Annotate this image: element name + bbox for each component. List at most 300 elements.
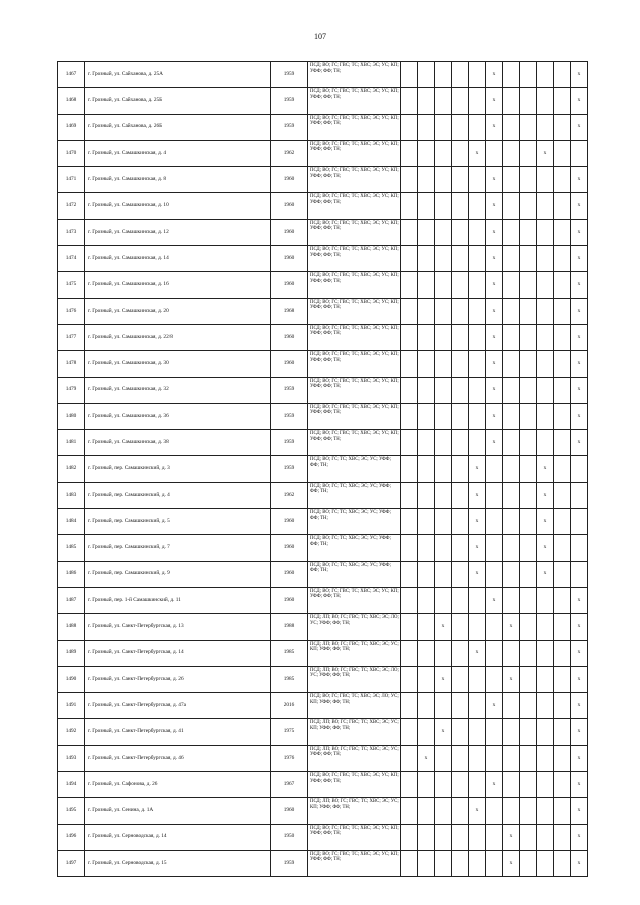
work-period-mark-cell: x xyxy=(486,298,503,324)
work-period-mark-cell xyxy=(401,62,418,88)
work-period-mark-cell xyxy=(435,509,452,535)
work-period-mark-cell xyxy=(520,719,537,745)
table-row xyxy=(58,430,588,456)
work-period-mark-cell xyxy=(452,351,469,377)
building-systems-cell: ПСД; ВО; ГС; ГВС; ТС; ХВС; ЭС; УС; КП; УФФ; ФФ; ТН; xyxy=(308,193,401,219)
work-period-mark-cell: x xyxy=(571,824,588,850)
work-period-mark-cell: x xyxy=(571,298,588,324)
table-row xyxy=(58,298,588,324)
work-period-mark-cell xyxy=(401,219,418,245)
work-period-mark-cell xyxy=(435,351,452,377)
work-period-mark-cell xyxy=(401,324,418,350)
work-period-mark-cell xyxy=(554,614,571,640)
work-period-mark-cell xyxy=(520,140,537,166)
building-systems-cell: ПСД; ВО; ГС; ГВС; ТС; ХВС; ЭС; УС; КП; УФФ; ФФ; ТН; xyxy=(308,324,401,350)
work-period-mark-cell xyxy=(537,88,554,114)
work-period-mark-cell xyxy=(401,772,418,798)
work-period-mark-cell xyxy=(418,719,435,745)
work-period-mark-cell xyxy=(537,114,554,140)
table-row xyxy=(58,140,588,166)
row-number-cell: 1470 xyxy=(58,140,85,166)
work-period-mark-cell: x xyxy=(486,693,503,719)
work-period-mark-cell xyxy=(435,850,452,876)
year-built-cell: 1959 xyxy=(271,456,308,482)
building-systems-cell: ПСД; ВО; ГС; ТС; ХВС; ЭС; УС; УФФ; ФФ; ТН; xyxy=(308,509,401,535)
work-period-mark-cell xyxy=(537,693,554,719)
work-period-mark-cell xyxy=(469,719,486,745)
row-number-cell: 1489 xyxy=(58,640,85,666)
row-number-cell: 1491 xyxy=(58,693,85,719)
work-period-mark-cell xyxy=(503,430,520,456)
work-period-mark-cell xyxy=(418,377,435,403)
work-period-mark-cell: x xyxy=(469,456,486,482)
work-period-mark-cell xyxy=(537,719,554,745)
work-period-mark-cell xyxy=(435,772,452,798)
page-number: 107 xyxy=(314,32,326,41)
work-period-mark-cell xyxy=(571,509,588,535)
year-built-cell: 1959 xyxy=(271,377,308,403)
work-period-mark-cell xyxy=(401,798,418,824)
building-systems-cell: ПСД; ВО; ГС; ГВС; ТС; ХВС; ЭС; УС; КП; УФФ; ФФ; ТН; xyxy=(308,351,401,377)
work-period-mark-cell xyxy=(486,640,503,666)
year-built-cell: 1967 xyxy=(271,772,308,798)
work-period-mark-cell xyxy=(418,798,435,824)
work-period-mark-cell xyxy=(537,377,554,403)
address-cell: г. Грозный, ул. Сайханова, д. 25Б xyxy=(85,88,271,114)
work-period-mark-cell xyxy=(520,850,537,876)
building-systems-cell: ПСД; ВО; ГС; ТС; ХВС; ЭС; УС; УФФ; ФФ; ТН; xyxy=(308,535,401,561)
table-row xyxy=(58,535,588,561)
work-period-mark-cell: x xyxy=(571,430,588,456)
work-period-mark-cell xyxy=(452,535,469,561)
work-period-mark-cell xyxy=(418,824,435,850)
work-period-mark-cell xyxy=(418,640,435,666)
work-period-mark-cell: x xyxy=(537,482,554,508)
work-period-mark-cell xyxy=(452,272,469,298)
work-period-mark-cell xyxy=(503,298,520,324)
work-period-mark-cell xyxy=(537,850,554,876)
work-period-mark-cell xyxy=(452,114,469,140)
work-period-mark-cell xyxy=(537,666,554,692)
work-period-mark-cell xyxy=(435,377,452,403)
work-period-mark-cell xyxy=(503,88,520,114)
address-cell: г. Грозный, ул. Самашкинская, д. 22/8 xyxy=(85,324,271,350)
work-period-mark-cell xyxy=(554,167,571,193)
address-cell: г. Грозный, ул. Самашкинская, д. 20 xyxy=(85,298,271,324)
table-row xyxy=(58,193,588,219)
work-period-mark-cell xyxy=(435,745,452,771)
work-period-mark-cell: x xyxy=(486,219,503,245)
work-period-mark-cell xyxy=(486,824,503,850)
work-period-mark-cell xyxy=(435,430,452,456)
work-period-mark-cell xyxy=(503,772,520,798)
work-period-mark-cell xyxy=(401,114,418,140)
work-period-mark-cell xyxy=(486,850,503,876)
work-period-mark-cell xyxy=(418,114,435,140)
building-systems-cell: ПСД; ВО; ГС; ГВС; ТС; ХВС; ЭС; ЛО; УС; КП; УФФ; ФФ; ТН; xyxy=(308,693,401,719)
work-period-mark-cell xyxy=(435,167,452,193)
work-period-mark-cell xyxy=(469,62,486,88)
work-period-mark-cell xyxy=(486,509,503,535)
building-systems-cell: ПСД; ВО; ГС; ГВС; ТС; ХВС; ЭС; УС; КП; УФФ; ФФ; ТН; xyxy=(308,272,401,298)
work-period-mark-cell xyxy=(503,62,520,88)
work-period-mark-cell xyxy=(401,246,418,272)
year-built-cell: 1950 xyxy=(271,824,308,850)
work-period-mark-cell xyxy=(452,377,469,403)
work-period-mark-cell xyxy=(469,324,486,350)
work-period-mark-cell: x xyxy=(571,246,588,272)
work-period-mark-cell xyxy=(486,456,503,482)
work-period-mark-cell xyxy=(537,219,554,245)
work-period-mark-cell xyxy=(435,246,452,272)
work-period-mark-cell xyxy=(503,482,520,508)
table-row xyxy=(58,167,588,193)
work-period-mark-cell: x xyxy=(571,351,588,377)
work-period-mark-cell: x xyxy=(503,824,520,850)
table-row xyxy=(58,509,588,535)
address-cell: г. Грозный, ул. Санкт-Петербургская, д. 14 xyxy=(85,640,271,666)
work-period-mark-cell xyxy=(520,298,537,324)
work-period-mark-cell xyxy=(520,377,537,403)
work-period-mark-cell xyxy=(537,430,554,456)
work-period-mark-cell xyxy=(520,666,537,692)
row-number-cell: 1484 xyxy=(58,509,85,535)
address-cell: г. Грозный, ул. Самашкинская, д. 16 xyxy=(85,272,271,298)
work-period-mark-cell xyxy=(452,324,469,350)
work-period-mark-cell: x xyxy=(571,745,588,771)
table-row xyxy=(58,272,588,298)
work-period-mark-cell xyxy=(520,693,537,719)
work-period-mark-cell xyxy=(401,482,418,508)
work-period-mark-cell xyxy=(537,403,554,429)
year-built-cell: 1959 xyxy=(271,114,308,140)
work-period-mark-cell xyxy=(503,561,520,587)
table-row xyxy=(58,745,588,771)
work-period-mark-cell xyxy=(452,509,469,535)
work-period-mark-cell xyxy=(401,587,418,613)
work-period-mark-cell xyxy=(469,666,486,692)
row-number-cell: 1478 xyxy=(58,351,85,377)
row-number-cell: 1477 xyxy=(58,324,85,350)
work-period-mark-cell: x xyxy=(571,693,588,719)
work-period-mark-cell xyxy=(452,693,469,719)
address-cell: г. Грозный, ул. Сайханова, д. 26Б xyxy=(85,114,271,140)
work-period-mark-cell xyxy=(520,587,537,613)
work-period-mark-cell: x xyxy=(571,167,588,193)
work-period-mark-cell xyxy=(537,246,554,272)
year-built-cell: 1959 xyxy=(271,403,308,429)
work-period-mark-cell xyxy=(418,693,435,719)
work-period-mark-cell xyxy=(554,719,571,745)
work-period-mark-cell: x xyxy=(503,850,520,876)
work-period-mark-cell: x xyxy=(571,614,588,640)
year-built-cell: 1960 xyxy=(271,324,308,350)
work-period-mark-cell xyxy=(418,324,435,350)
building-systems-cell: ПСД; ВО; ГС; ГВС; ТС; ХВС; ЭС; УС; КП; УФФ; ФФ; ТН; xyxy=(308,430,401,456)
work-period-mark-cell xyxy=(554,351,571,377)
work-period-mark-cell xyxy=(537,798,554,824)
work-period-mark-cell xyxy=(401,351,418,377)
address-cell: г. Грозный, пер. Самашкинский, д. 4 xyxy=(85,482,271,508)
work-period-mark-cell xyxy=(418,509,435,535)
table-row xyxy=(58,88,588,114)
work-period-mark-cell xyxy=(452,88,469,114)
work-period-mark-cell xyxy=(520,167,537,193)
work-period-mark-cell xyxy=(435,535,452,561)
table-row xyxy=(58,62,588,88)
work-period-mark-cell xyxy=(486,798,503,824)
work-period-mark-cell xyxy=(503,351,520,377)
building-systems-cell: ПСД; ВО; ГС; ГВС; ТС; ХВС; ЭС; УС; КП; УФФ; ФФ; ТН; xyxy=(308,62,401,88)
work-period-mark-cell xyxy=(503,693,520,719)
work-period-mark-cell xyxy=(520,88,537,114)
row-number-cell: 1493 xyxy=(58,745,85,771)
work-period-mark-cell xyxy=(520,482,537,508)
work-period-mark-cell xyxy=(554,246,571,272)
year-built-cell: 1960 xyxy=(271,509,308,535)
year-built-cell: 1960 xyxy=(271,272,308,298)
building-systems-cell: ПСД; ВО; ГС; ГВС; ТС; ХВС; ЭС; УС; КП; УФФ; ФФ; ТН; xyxy=(308,140,401,166)
building-systems-cell: ПСД; ВО; ГС; ГВС; ТС; ХВС; ЭС; УС; КП; УФФ; ФФ; ТН; xyxy=(308,850,401,876)
table-row xyxy=(58,719,588,745)
work-period-mark-cell xyxy=(503,509,520,535)
year-built-cell: 1976 xyxy=(271,745,308,771)
building-systems-cell: ПСД; ЛП; ВО; ГС; ГВС; ТС; ХВС; ЭС; УС; КП; УФФ; ФФ; ТН; xyxy=(308,719,401,745)
work-period-mark-cell: x xyxy=(435,666,452,692)
work-period-mark-cell xyxy=(401,403,418,429)
building-systems-cell: ПСД; ВО; ГС; ГВС; ТС; ХВС; ЭС; УС; КП; УФФ; ФФ; ТН; xyxy=(308,824,401,850)
work-period-mark-cell: x xyxy=(486,114,503,140)
work-period-mark-cell xyxy=(554,798,571,824)
work-period-mark-cell: x xyxy=(435,614,452,640)
work-period-mark-cell: x xyxy=(571,377,588,403)
work-period-mark-cell xyxy=(520,509,537,535)
work-period-mark-cell xyxy=(452,561,469,587)
work-period-mark-cell xyxy=(554,772,571,798)
year-built-cell: 1988 xyxy=(271,614,308,640)
work-period-mark-cell: x xyxy=(486,62,503,88)
building-systems-cell: ПСД; ВО; ГС; ГВС; ТС; ХВС; ЭС; УС; КП; УФФ; ФФ; ТН; xyxy=(308,587,401,613)
work-period-mark-cell xyxy=(537,772,554,798)
work-period-mark-cell xyxy=(418,666,435,692)
work-period-mark-cell xyxy=(503,324,520,350)
work-period-mark-cell xyxy=(537,324,554,350)
work-period-mark-cell xyxy=(452,587,469,613)
work-period-mark-cell: x xyxy=(469,140,486,166)
work-period-mark-cell xyxy=(401,745,418,771)
year-built-cell: 2016 xyxy=(271,693,308,719)
building-systems-cell: ПСД; ВО; ГС; ГВС; ТС; ХВС; ЭС; УС; КП; УФФ; ФФ; ТН; xyxy=(308,114,401,140)
work-period-mark-cell: x xyxy=(537,509,554,535)
work-period-mark-cell xyxy=(452,430,469,456)
row-number-cell: 1495 xyxy=(58,798,85,824)
work-period-mark-cell xyxy=(554,377,571,403)
work-period-mark-cell xyxy=(469,614,486,640)
address-cell: г. Грозный, ул. Санкт-Петербургская, д. 41 xyxy=(85,719,271,745)
table-row xyxy=(58,377,588,403)
work-period-mark-cell xyxy=(520,824,537,850)
table-row xyxy=(58,561,588,587)
address-cell: г. Грозный, ул. Серноводская, д. 15 xyxy=(85,850,271,876)
work-period-mark-cell: x xyxy=(469,640,486,666)
work-period-mark-cell xyxy=(452,246,469,272)
work-period-mark-cell xyxy=(520,772,537,798)
work-period-mark-cell xyxy=(554,640,571,666)
work-period-mark-cell xyxy=(486,614,503,640)
building-systems-cell: ПСД; ЛП; ВО; ГС; ГВС; ТС; ХВС; ЭС; УС; КП; УФФ; ФФ; ТН; xyxy=(308,798,401,824)
work-period-mark-cell xyxy=(537,193,554,219)
work-period-mark-cell xyxy=(554,272,571,298)
work-period-mark-cell: x xyxy=(469,509,486,535)
work-period-mark-cell xyxy=(554,403,571,429)
work-period-mark-cell xyxy=(401,824,418,850)
work-period-mark-cell xyxy=(401,298,418,324)
work-period-mark-cell xyxy=(554,430,571,456)
building-systems-cell: ПСД; ВО; ГС; ТС; ХВС; ЭС; УС; УФФ; ФФ; ТН; xyxy=(308,482,401,508)
year-built-cell: 1968 xyxy=(271,298,308,324)
address-cell: г. Грозный, ул. Самашкинская, д. 8 xyxy=(85,167,271,193)
work-period-mark-cell xyxy=(452,219,469,245)
address-cell: г. Грозный, пер. Самашкинский, д. 7 xyxy=(85,535,271,561)
work-period-mark-cell xyxy=(401,666,418,692)
work-period-mark-cell xyxy=(452,403,469,429)
table-row xyxy=(58,666,588,692)
building-systems-cell: ПСД; ВО; ГС; ГВС; ТС; ХВС; ЭС; УС; КП; УФФ; ФФ; ТН; xyxy=(308,219,401,245)
row-number-cell: 1483 xyxy=(58,482,85,508)
table-row xyxy=(58,587,588,613)
table-row xyxy=(58,482,588,508)
work-period-mark-cell: x xyxy=(571,88,588,114)
work-period-mark-cell xyxy=(418,219,435,245)
work-period-mark-cell xyxy=(520,403,537,429)
address-cell: г. Грозный, пер. Самашкинский, д. 5 xyxy=(85,509,271,535)
table-row xyxy=(58,693,588,719)
table-row xyxy=(58,850,588,876)
work-period-mark-cell xyxy=(537,167,554,193)
work-period-mark-cell: x xyxy=(486,403,503,429)
work-period-mark-cell xyxy=(571,456,588,482)
work-period-mark-cell xyxy=(401,88,418,114)
work-period-mark-cell xyxy=(435,403,452,429)
work-period-mark-cell xyxy=(418,246,435,272)
work-period-mark-cell xyxy=(520,456,537,482)
work-period-mark-cell xyxy=(486,482,503,508)
building-systems-cell: ПСД; ВО; ГС; ГВС; ТС; ХВС; ЭС; УС; КП; УФФ; ФФ; ТН; xyxy=(308,772,401,798)
work-period-mark-cell: x xyxy=(469,535,486,561)
work-period-mark-cell xyxy=(435,587,452,613)
work-period-mark-cell xyxy=(452,614,469,640)
work-period-mark-cell xyxy=(469,693,486,719)
work-period-mark-cell: x xyxy=(503,614,520,640)
work-period-mark-cell xyxy=(537,298,554,324)
work-period-mark-cell xyxy=(486,719,503,745)
work-period-mark-cell xyxy=(469,219,486,245)
work-period-mark-cell xyxy=(401,719,418,745)
work-period-mark-cell xyxy=(520,430,537,456)
work-period-mark-cell xyxy=(418,561,435,587)
work-period-mark-cell: x xyxy=(537,535,554,561)
table-row xyxy=(58,456,588,482)
work-period-mark-cell xyxy=(418,772,435,798)
year-built-cell: 1985 xyxy=(271,666,308,692)
building-systems-cell: ПСД; ВО; ГС; ТС; ХВС; ЭС; УС; УФФ; ФФ; ТН; xyxy=(308,561,401,587)
work-period-mark-cell: x xyxy=(571,272,588,298)
work-period-mark-cell xyxy=(435,193,452,219)
work-period-mark-cell xyxy=(469,193,486,219)
row-number-cell: 1490 xyxy=(58,666,85,692)
work-period-mark-cell xyxy=(452,850,469,876)
work-period-mark-cell xyxy=(486,745,503,771)
work-period-mark-cell: x xyxy=(571,772,588,798)
work-period-mark-cell xyxy=(452,772,469,798)
work-period-mark-cell xyxy=(554,324,571,350)
year-built-cell: 1960 xyxy=(271,167,308,193)
work-period-mark-cell xyxy=(469,351,486,377)
work-period-mark-cell xyxy=(418,403,435,429)
table-row xyxy=(58,246,588,272)
work-period-mark-cell: x xyxy=(486,587,503,613)
work-period-mark-cell: x xyxy=(486,167,503,193)
work-period-mark-cell xyxy=(418,140,435,166)
building-systems-cell: ПСД; ВО; ГС; ГВС; ТС; ХВС; ЭС; УС; КП; УФФ; ФФ; ТН; xyxy=(308,298,401,324)
work-period-mark-cell xyxy=(469,403,486,429)
year-built-cell: 1960 xyxy=(271,535,308,561)
address-cell: г. Грозный, ул. Сайханова, д. 25А xyxy=(85,62,271,88)
work-period-mark-cell xyxy=(520,114,537,140)
row-number-cell: 1474 xyxy=(58,246,85,272)
work-period-mark-cell xyxy=(435,798,452,824)
work-period-mark-cell xyxy=(503,719,520,745)
work-period-mark-cell xyxy=(554,482,571,508)
work-period-mark-cell xyxy=(418,482,435,508)
work-period-mark-cell xyxy=(401,850,418,876)
year-built-cell: 1959 xyxy=(271,62,308,88)
address-cell: г. Грозный, пер. Самашкинский, д. 9 xyxy=(85,561,271,587)
table-row xyxy=(58,403,588,429)
row-number-cell: 1496 xyxy=(58,824,85,850)
work-period-mark-cell xyxy=(452,456,469,482)
work-period-mark-cell: x xyxy=(469,798,486,824)
work-period-mark-cell: x xyxy=(571,587,588,613)
building-systems-cell: ПСД; ВО; ГС; ГВС; ТС; ХВС; ЭС; УС; КП; УФФ; ФФ; ТН; xyxy=(308,246,401,272)
work-period-mark-cell: x xyxy=(571,114,588,140)
work-period-mark-cell xyxy=(418,430,435,456)
work-period-mark-cell xyxy=(452,298,469,324)
work-period-mark-cell xyxy=(554,88,571,114)
table-row xyxy=(58,640,588,666)
year-built-cell: 1985 xyxy=(271,640,308,666)
work-period-mark-cell xyxy=(520,324,537,350)
work-period-mark-cell: x xyxy=(571,640,588,666)
work-period-mark-cell xyxy=(435,693,452,719)
work-period-mark-cell xyxy=(452,798,469,824)
work-period-mark-cell: x xyxy=(418,745,435,771)
work-period-mark-cell: x xyxy=(486,351,503,377)
work-period-mark-cell xyxy=(571,482,588,508)
work-period-mark-cell xyxy=(469,824,486,850)
work-period-mark-cell xyxy=(469,772,486,798)
row-number-cell: 1482 xyxy=(58,456,85,482)
work-period-mark-cell xyxy=(401,640,418,666)
year-built-cell: 1960 xyxy=(271,351,308,377)
work-period-mark-cell xyxy=(537,272,554,298)
work-period-mark-cell xyxy=(554,114,571,140)
work-period-mark-cell xyxy=(503,403,520,429)
work-period-mark-cell: x xyxy=(486,324,503,350)
work-period-mark-cell xyxy=(554,666,571,692)
row-number-cell: 1476 xyxy=(58,298,85,324)
building-systems-cell: ПСД; ВО; ГС; ГВС; ТС; ХВС; ЭС; УС; КП; УФФ; ФФ; ТН; xyxy=(308,88,401,114)
